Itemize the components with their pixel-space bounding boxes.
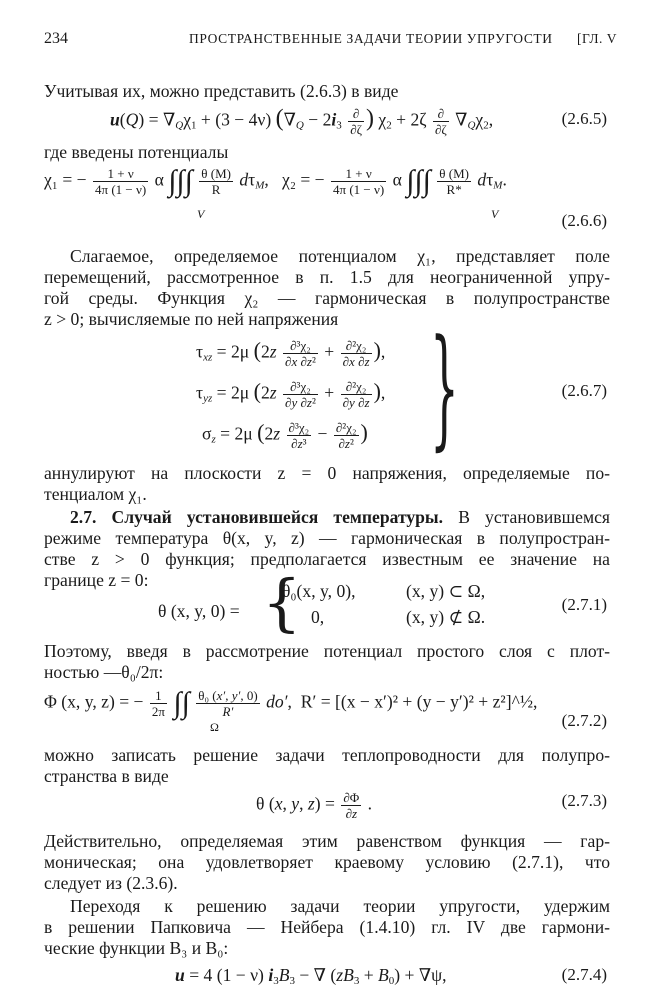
equation-number: (2.6.7) [561, 381, 607, 400]
text-line: моническая; она удовлетворяет краевому условию (2.7.1), что [44, 852, 610, 872]
equation-2-7-2: Φ (x, y, z) = − $\frac{1}{2\pi}$ ∫∫ $\frac{\text{θ₀ (x′, y′, 0)}}{R'}$ do′, R′ = [(x − x′)² + (y − y′)² + z²]^½, [44, 686, 538, 720]
text-line: странства в виде [44, 766, 169, 786]
section-heading-line: 2.7. Случай установившейся температуры. В установившемся [70, 507, 611, 527]
integration-domain: V [491, 207, 499, 221]
text-line: Учитывая их, можно представить (2.6.3) в виде [44, 81, 399, 101]
text-line: следует из (2.3.6). [44, 873, 178, 893]
integration-domain: V [197, 207, 205, 221]
case-1-condition: (x, y) ⊂ Ω, [406, 581, 486, 601]
text-line: можно записать решение задачи теплопроводности для полупро- [44, 745, 610, 765]
integration-domain: Ω [210, 720, 219, 734]
equation-number: (2.7.2) [561, 711, 607, 730]
text-line: границе z = 0: [44, 570, 149, 590]
chi2-lhs: χ₂ = − [282, 169, 325, 190]
text-line: ностью —θ₀/2π: [44, 662, 164, 682]
running-header [44, 30, 617, 52]
equation-2-6-7-row1: $\tau_{xz} = 2\mu$ (2z $\frac{\text{∂³χ₂}}{\text{∂x ∂z²}}$ + $\frac{\text{∂²χ₂}}{\partial x \partial z}$ ), [196, 337, 386, 369]
equation-number: (2.6.5) [561, 109, 607, 128]
equation-number: (2.7.1) [561, 595, 607, 614]
right-brace: } [430, 311, 459, 463]
running-title: ПРОСТРАНСТВЕННЫЕ ЗАДАЧИ ТЕОРИИ УПРУГОСТИ [189, 31, 553, 46]
text-line: аннулируют на плоскости z = 0 напряжения, определяемые по- [44, 463, 610, 483]
chi1-lhs: χ₁ = − [44, 169, 87, 190]
text-line: Поэтому, введя в рассмотрение потенциал простого слоя с плот- [44, 641, 610, 661]
text-line: Действительно, определяемая этим равенством функция — гар- [44, 831, 610, 851]
text-line: гой среды. Функция χ₂ — гармоническая в полупространстве [44, 288, 610, 308]
text-line: Слагаемое, определяемое потенциалом χ₁, представляет поле [70, 246, 610, 266]
chapter-label: [ГЛ. V [577, 31, 617, 46]
text-line: стве z > 0 функция; предполагается известным ее значение на [44, 549, 610, 569]
equation-2-7-1-lhs: θ (x, y, 0) = [158, 601, 240, 621]
section-heading: 2.7. Случай установившейся температуры. [70, 507, 444, 527]
equation-2-7-4: u = 4 (1 − ν) $i_3B_3$ − ∇ $(zB_3 + B_0) + \nabla\psi$, [175, 965, 447, 987]
case-2-value: 0, [311, 607, 325, 627]
text-line: ческие функции B₃ и B₀: [44, 938, 229, 958]
equation-2-6-6: χ₁ = − $\frac{1 + \nu}{4\pi (1 - \nu)}$ α ∫∫∫ $\frac{\theta (M)}{R}$ $d\tau_M$, χ₂ = − $\frac{1 + \nu}{4\pi (1 - \nu)}$ α ∫∫∫ $\frac{\theta (M)}{R*}$ $d\tau_M$. [44, 164, 507, 198]
equation-2-7-3: θ (x, y, z) = $\frac{\partial\Phi}{\partial z}$ . [256, 790, 373, 821]
case-2-condition: (x, y) ⊄ Ω. [406, 607, 486, 627]
text-line: режиме температура θ(x, y, z) — гармоническая в полупростран- [44, 528, 610, 548]
equation-2-6-7-row3: $\sigma_z = 2\mu$ (2z $\frac{\text{∂³χ₂}}{\text{∂z³}}$ − $\frac{\text{∂²χ₂}}{\text{∂z²}}$ ) [202, 419, 368, 451]
page-number: 234 [44, 30, 68, 47]
equation-number: (2.7.4) [561, 965, 607, 984]
left-brace: { [262, 566, 302, 639]
text-line: перемещений, рассмотренное в п. 1.5 для неограниченной упру- [44, 267, 610, 287]
text-line: в решении Папковича — Нейбера (1.4.10) гл. IV две гармони- [44, 917, 610, 937]
text-line: где введены потенциалы [44, 142, 229, 162]
text-line: тенциалом χ₁. [44, 484, 147, 504]
equation-2-6-7-row2: $\tau_{yz} = 2\mu$ (2z $\frac{\text{∂³χ₂}}{\text{∂y ∂z²}}$ + $\frac{\text{∂²χ₂}}{\partial y \partial z}$ ), [196, 378, 386, 410]
equation-number: (2.6.6) [561, 211, 607, 230]
equation-2-6-5: $u(Q) = \nabla_Q\chi_1 + (3 - 4\nu) (\nabla_Q - 2i_3$ $\frac{\partial}{\partial\zeta}$ ) $\chi_2 + 2\zeta$ $\frac{\partial}{\partial\zeta}$ $\nabla_Q\chi_2$, [110, 105, 494, 137]
equation-number: (2.7.3) [561, 791, 607, 810]
text-line: z > 0; вычисляемые по ней напряжения [44, 309, 339, 329]
case-1-value: θ₀(x, y, 0), [282, 581, 356, 601]
text-line: Переходя к решению задачи теории упругости, удержим [70, 896, 610, 916]
